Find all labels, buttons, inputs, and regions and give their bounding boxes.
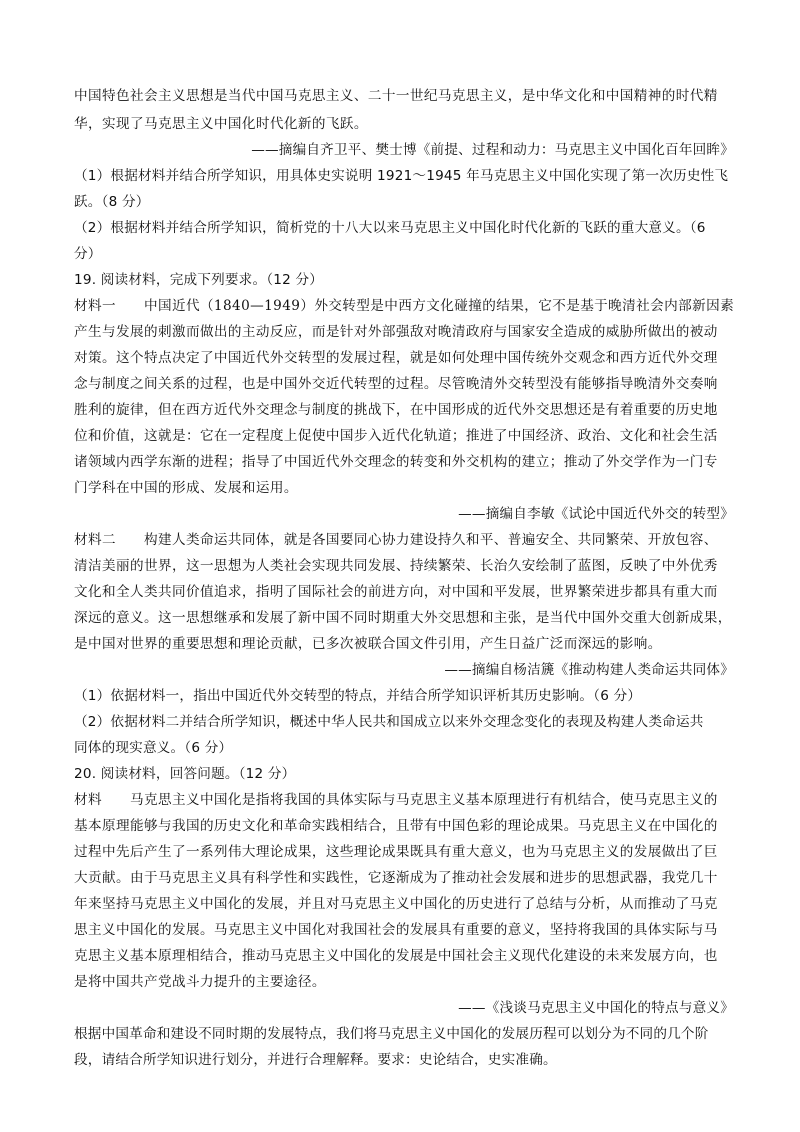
text-line: 跃。（8 分） — [74, 194, 150, 210]
text-line: 华，实现了马克思主义中国化时代化新的飞跃。 — [74, 116, 368, 132]
text-line: （2）根据材料并结合所学知识，简析党的十八大以来马克思主义中国化时代化新的飞跃的重大意义。（6 — [74, 220, 706, 236]
source-citation: ——《浅谈马克思主义中国化的特点与意义》 — [458, 1000, 734, 1016]
text-line: （1）根据材料并结合所学知识，用具体史实说明 1921～1945 年马克思主义中国化实现了第一次历史性飞 — [74, 168, 729, 184]
text-line: 中国特色社会主义思想是当代中国马克思主义、二十一世纪马克思主义，是中华文化和中国精神的时代精 — [74, 88, 718, 104]
source-citation: ——摘编自李敏《试论中国近代外交的转型》 — [458, 506, 734, 522]
text-line: 分） — [74, 246, 102, 262]
text-line: 20. 阅读材料，回答问题。（12 分） — [74, 766, 296, 782]
text-line: 19. 阅读材料，完成下列要求。（12 分） — [74, 272, 324, 288]
text-line: 胜利的旋律，但在西方近代外交理念与制度的挑战下，在中国形成的近代外交思想还是有着重要的历史地 — [74, 402, 718, 418]
text-line: 克思主义基本原理相结合，推动马克思主义中国化的发展是中国社会主义现代化建设的未来发展方向，也 — [74, 948, 718, 964]
text-line: 同体的现实意义。（6 分） — [74, 740, 233, 756]
text-line: 过程中先后产生了一系列伟大理论成果，这些理论成果既具有重大意义，也为马克思主义的发展做出了巨 — [74, 844, 718, 860]
text-line: 材料二 构建人类命运共同体，就是各国要同心协力建设持久和平、普遍安全、共同繁荣、开放包容、 — [74, 532, 718, 548]
text-line: 产生与发展的刺激而做出的主动反应，而是针对外部强敌对晚清政府与国家安全造成的威胁所做出的被动 — [74, 324, 718, 340]
text-line: 大贡献。由于马克思主义具有科学性和实践性，它逐渐成为了推动社会发展和进步的思想武器，我党几十 — [74, 870, 718, 886]
text-line: 门学科在中国的形成、发展和运用。 — [74, 480, 298, 496]
source-citation: ——摘编自杨洁篪《推动构建人类命运共同体》 — [444, 662, 734, 678]
text-line: 清洁美丽的世界，这一思想为人类社会实现共同发展、持续繁荣、长治久安绘制了蓝图，反映了中外优秀 — [74, 558, 718, 574]
text-line: 材料 马克思主义中国化是指将我国的具体实际与马克思主义基本原理进行有机结合，使马克思主义的 — [74, 792, 718, 808]
text-line: （1）依据材料一，指出中国近代外交转型的特点，并结合所学知识评析其历史影响。（6 分） — [74, 688, 642, 704]
text-line: 对策。这个特点决定了中国近代外交转型的发展过程，就是如何处理中国传统外交观念和西方近代外交理 — [74, 350, 718, 366]
text-line: 基本原理能够与我国的历史文化和革命实践相结合，且带有中国色彩的理论成果。马克思主义在中国化的 — [74, 818, 718, 834]
text-line: 念与制度之间关系的过程，也是中国外交近代转型的过程。尽管晚清外交转型没有能够指导晚清外交奏响 — [74, 376, 718, 392]
text-line: 年来坚持马克思主义中国化的发展，并且对马克思主义中国化的历史进行了总结与分析，从而推动了马克 — [74, 896, 718, 912]
text-line: 诸领域内西学东渐的进程；指导了中国近代外交理念的转变和外交机构的建立；推动了外交学作为一门专 — [74, 454, 718, 470]
text-line: 文化和全人类共同价值追求，指明了国际社会的前进方向，对中国和平发展，世界繁荣进步都具有重大而 — [74, 584, 718, 600]
text-line: 是中国对世界的重要思想和理论贡献，已多次被联合国文件引用，产生日益广泛而深远的影响。 — [74, 636, 662, 652]
text-line: （2）依据材料二并结合所学知识，概述中华人民共和国成立以来外交理念变化的表现及构建人类命运共 — [74, 714, 704, 730]
source-citation: ——摘编自齐卫平、樊士博《前提、过程和动力：马克思主义中国化百年回眸》 — [251, 142, 734, 158]
text-line: 是将中国共产党战斗力提升的主要途径。 — [74, 974, 326, 990]
text-line: 深远的意义。这一思想继承和发展了新中国不同时期重大外交思想和主张，是当代中国外交重大创新成果， — [74, 610, 732, 626]
text-line: 段，请结合所学知识进行划分，并进行合理解释。要求：史论结合，史实准确。 — [74, 1052, 557, 1068]
text-line: 材料一 中国近代（1840—1949）外交转型是中西方文化碰撞的结果，它不是基于晚清社会内部新因素 — [74, 298, 734, 314]
text-line: 位和价值，这就是：它在一定程度上促使中国步入近代化轨道；推进了中国经济、政治、文化和社会生活 — [74, 428, 718, 444]
text-line: 根据中国革命和建设不同时期的发展特点，我们将马克思主义中国化的发展历程可以划分为不同的几个阶 — [74, 1026, 709, 1042]
text-line: 思主义中国化的发展。马克思主义中国化对我国社会的发展具有重要的意义，坚持将我国的具体实际与马 — [74, 922, 718, 938]
